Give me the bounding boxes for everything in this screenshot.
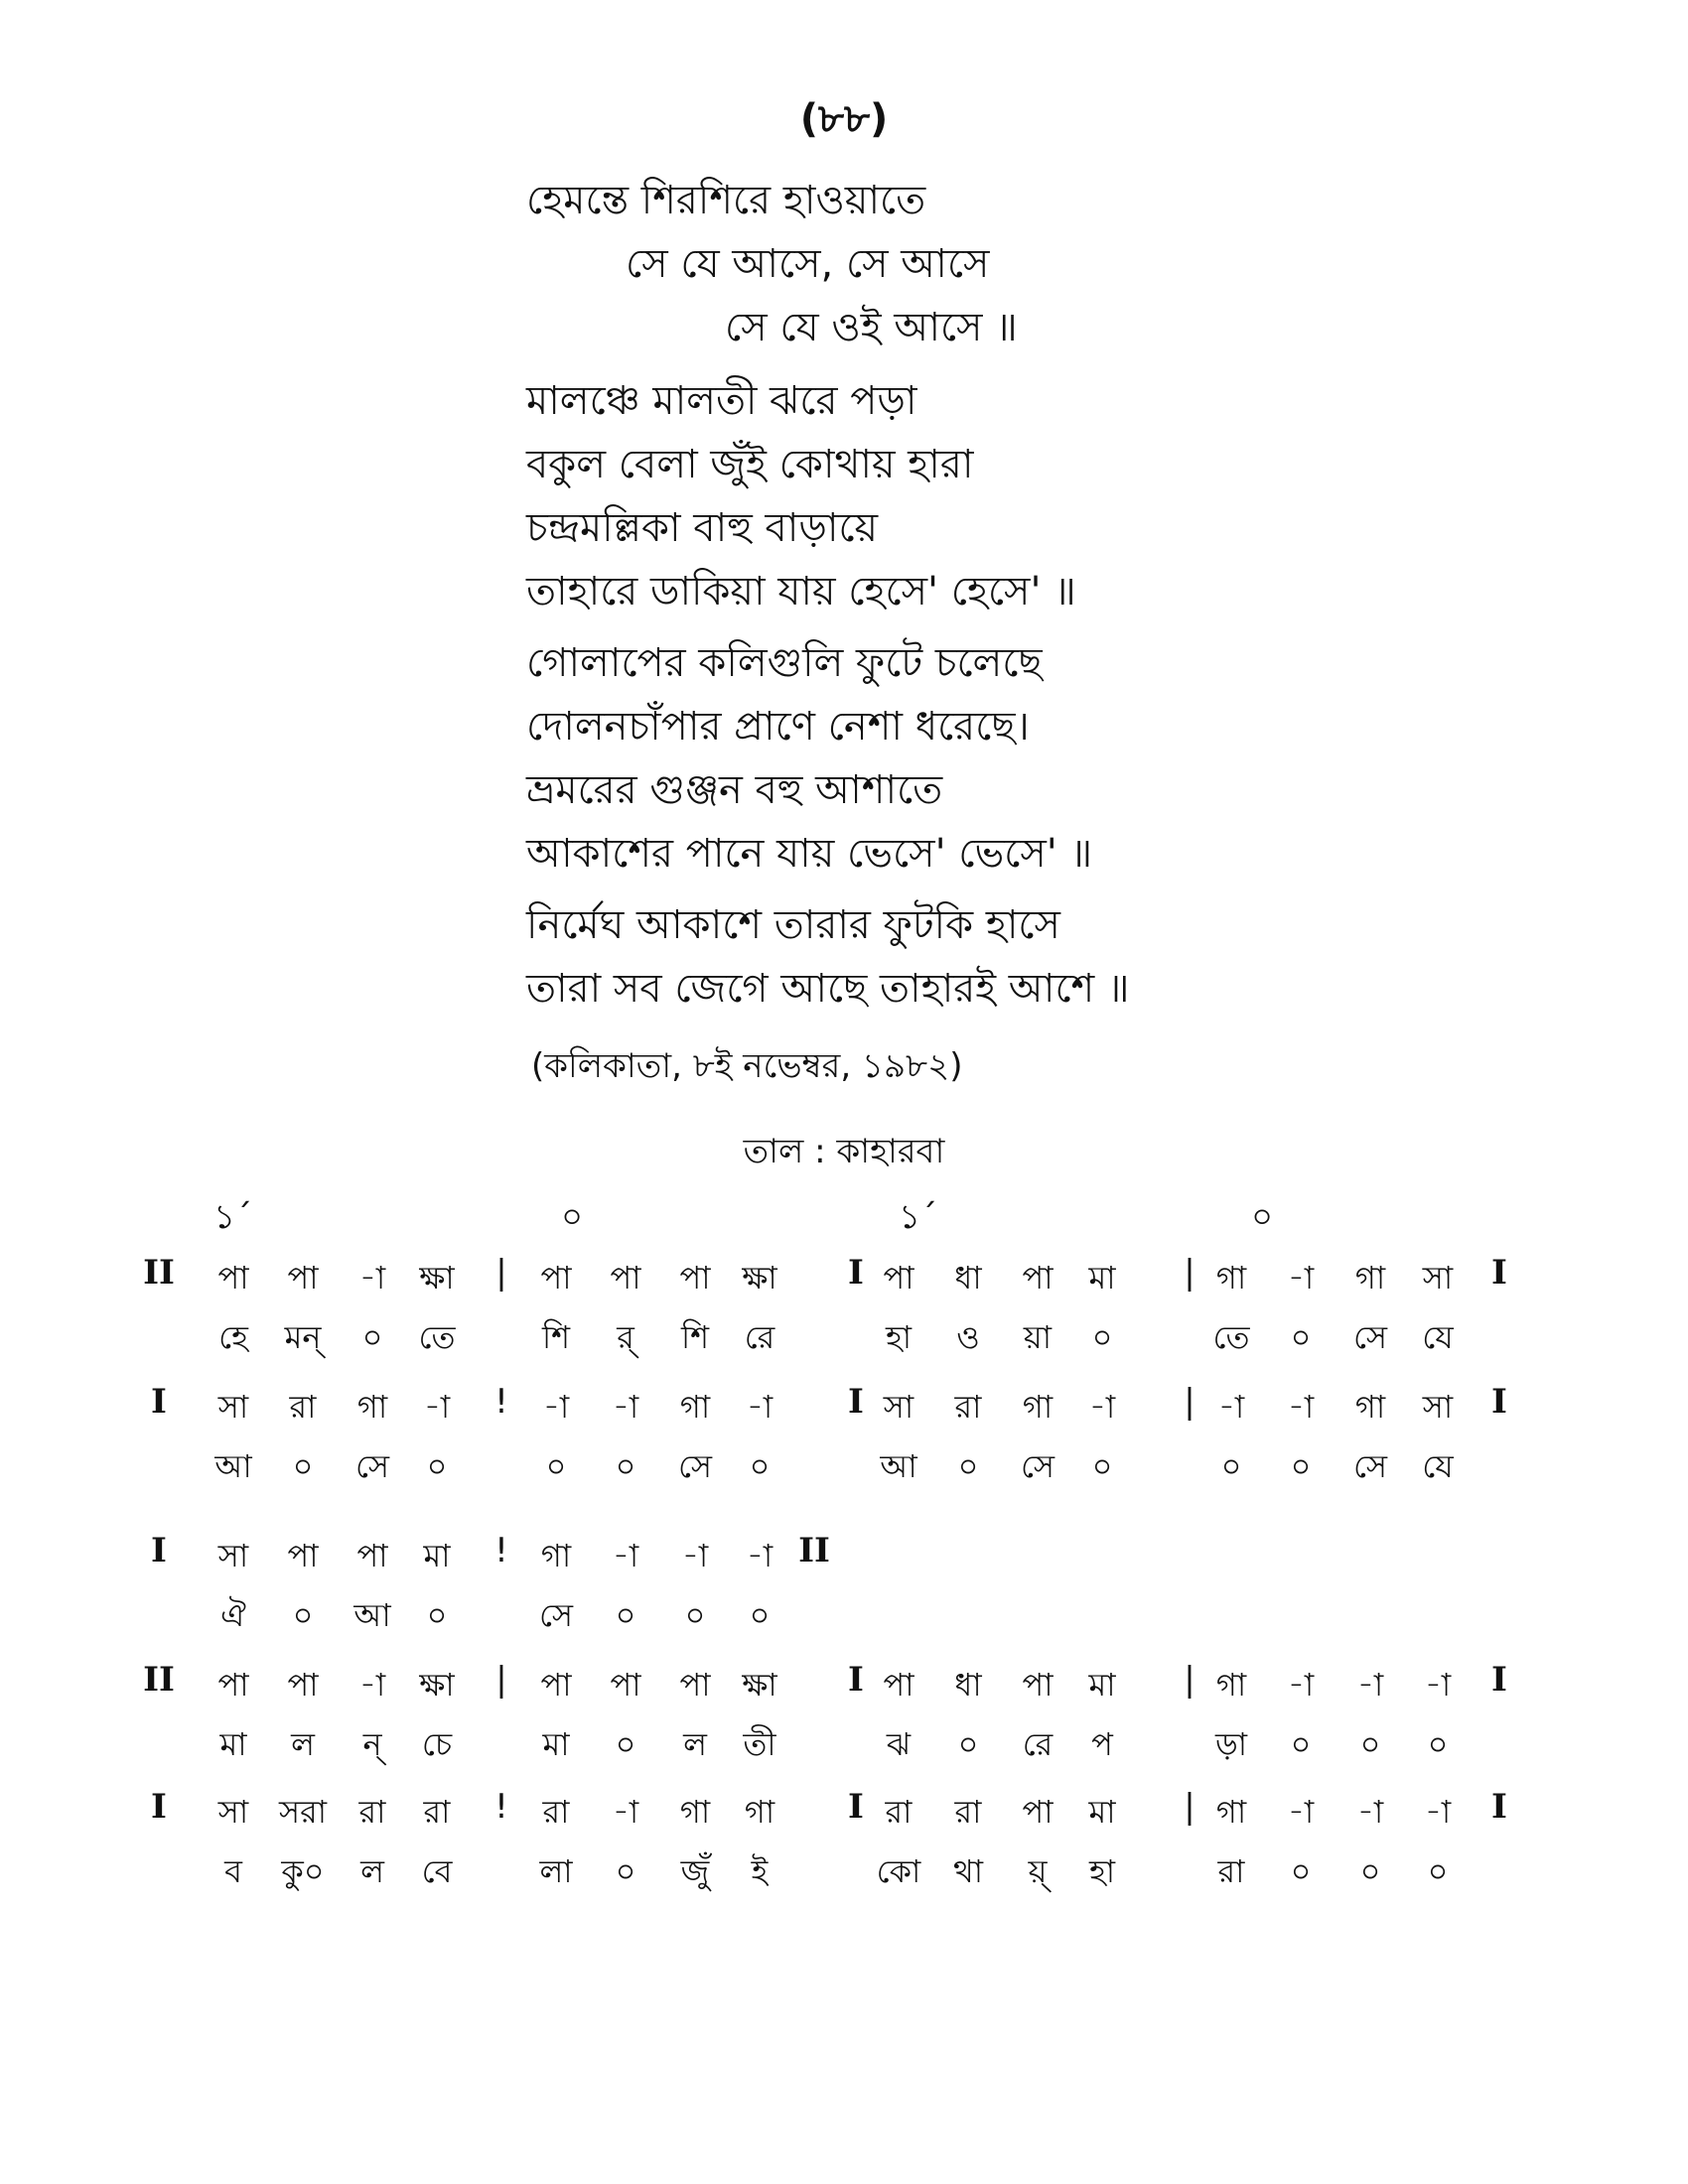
lyric-syllable: ০ <box>426 1596 448 1634</box>
swara-note: পা <box>540 1259 572 1297</box>
swara-note: সা <box>217 1537 249 1574</box>
swara-note: রা <box>954 1793 982 1831</box>
swara-note: -া <box>1287 1793 1315 1831</box>
swara-note: পা <box>1022 1666 1054 1704</box>
stanza-line: নির্মেঘ আকাশে তারার ফুটকি হাসে <box>526 902 1060 948</box>
swara-note: -া <box>1217 1388 1245 1426</box>
barline: I <box>848 1787 864 1827</box>
stanza-line: গোলাপের কলিগুলি ফুটে চলেছে <box>526 640 1043 686</box>
swara-note: পা <box>610 1666 641 1704</box>
swara-note: সা <box>217 1388 249 1426</box>
swara-note: -া <box>358 1259 386 1297</box>
swara-note: মা <box>423 1537 451 1574</box>
start-barline: I <box>151 1787 167 1827</box>
swara-note: -া <box>612 1537 639 1574</box>
swara-note: ক্ষা <box>742 1666 777 1704</box>
stanza-line: সে যে ওই আসে ॥ <box>725 305 1018 350</box>
lyric-syllable: তে <box>418 1318 456 1356</box>
lyric-syllable: ০ <box>1427 1852 1449 1890</box>
swara-note: পা <box>679 1259 711 1297</box>
lyric-syllable: রে <box>1022 1725 1054 1763</box>
swara-note: গা <box>356 1388 388 1426</box>
lyric-syllable: বে <box>421 1852 453 1890</box>
swara-note: -া <box>1356 1793 1384 1831</box>
lyric-syllable: হা <box>1088 1852 1116 1890</box>
composition-date: (কলিকাতা, ৮ই নভেম্বর, ১৯৮২) <box>531 1046 963 1086</box>
lyric-syllable: রে <box>744 1318 775 1356</box>
page-number: (৮৮) <box>799 96 889 142</box>
lyric-syllable: কো <box>876 1852 921 1890</box>
lyric-syllable: লা <box>539 1852 573 1890</box>
swara-note: রা <box>289 1388 317 1426</box>
lyric-syllable: শি <box>680 1318 710 1356</box>
barline: I <box>848 1382 864 1422</box>
stanza-line: হেমন্তে শিরশিরে হাওয়াতে <box>526 178 926 223</box>
swara-note: সা <box>1422 1388 1454 1426</box>
lyric-syllable: ০ <box>1290 1318 1312 1356</box>
start-barline: II <box>143 1660 175 1700</box>
lyric-syllable: য়্ <box>1028 1852 1048 1890</box>
beat-marker: ১´ <box>899 1197 938 1237</box>
lyric-syllable: ই <box>751 1852 769 1890</box>
stanza-4 <box>526 893 1130 1021</box>
swara-note: -া <box>1424 1793 1452 1831</box>
swara-note: পা <box>287 1259 319 1297</box>
swara-note: সা <box>883 1388 914 1426</box>
lyric-syllable: ০ <box>545 1447 567 1485</box>
lyric-syllable: আ <box>353 1596 391 1634</box>
barline: | <box>495 1253 507 1293</box>
end-barline: II <box>798 1531 830 1570</box>
lyric-syllable: ও <box>956 1318 980 1356</box>
lyric-syllable: ০ <box>615 1852 636 1890</box>
swara-note: -া <box>1287 1388 1315 1426</box>
swara-note: পা <box>287 1537 319 1574</box>
barline: ! <box>494 1531 508 1570</box>
lyric-syllable: ০ <box>749 1596 771 1634</box>
swara-note: রা <box>423 1793 451 1831</box>
lyric-syllable: কু০ <box>281 1852 325 1890</box>
stanza-1 <box>526 169 1018 359</box>
stanza-line: তারা সব জেগে আছে তাহারই আশে ॥ <box>526 966 1130 1012</box>
swara-note: রা <box>358 1793 386 1831</box>
stanza-2 <box>526 369 1076 623</box>
lyric-syllable: ০ <box>1091 1318 1113 1356</box>
lyric-syllable: ০ <box>1427 1725 1449 1763</box>
lyric-syllable: ০ <box>1290 1852 1312 1890</box>
start-barline: II <box>143 1253 175 1293</box>
start-barline: I <box>151 1382 167 1422</box>
lyric-syllable: সে <box>1020 1447 1055 1485</box>
lyric-syllable: রা <box>1217 1852 1245 1890</box>
lyric-syllable: ল <box>291 1725 315 1763</box>
swara-note: গা <box>679 1388 711 1426</box>
lyric-syllable: যে <box>1422 1447 1454 1485</box>
lyric-syllable: শি <box>541 1318 571 1356</box>
stanza-line: ভ্রমরের গুঞ্জন বহু আশাতে <box>526 767 943 813</box>
lyric-syllable: তী <box>743 1725 776 1763</box>
lyric-syllable: ০ <box>1359 1852 1381 1890</box>
lyric-syllable: ন্ <box>362 1725 382 1763</box>
barline: | <box>1184 1253 1196 1293</box>
lyric-syllable: ল <box>683 1725 707 1763</box>
swara-note: রা <box>954 1388 982 1426</box>
swara-note: পা <box>217 1259 249 1297</box>
barline: ! <box>494 1787 508 1827</box>
lyric-syllable: ০ <box>615 1447 636 1485</box>
lyric-row <box>0 1441 1688 1491</box>
lyric-syllable: হে <box>218 1318 248 1356</box>
stanza-3 <box>526 631 1092 886</box>
lyric-syllable: যে <box>1422 1318 1454 1356</box>
lyric-syllable: ০ <box>426 1447 448 1485</box>
swara-note: সা <box>217 1793 249 1831</box>
swara-note: ক্ষা <box>419 1666 455 1704</box>
lyric-syllable: প <box>1091 1725 1113 1763</box>
swara-note: পা <box>883 1666 914 1704</box>
lyric-syllable: ০ <box>957 1447 979 1485</box>
beat-markers <box>0 1191 1688 1241</box>
swara-note: গা <box>679 1793 711 1831</box>
stanza-line: চন্দ্রমল্লিকা বাহু বাড়ায়ে <box>526 505 879 551</box>
lyric-syllable: মা <box>542 1725 570 1763</box>
swara-note: ক্ষা <box>419 1259 455 1297</box>
lyric-syllable: থা <box>952 1852 983 1890</box>
stanza-line: সে যে আসে, সে আসে <box>626 241 990 287</box>
swara-note: -া <box>612 1388 639 1426</box>
swara-note: সা <box>1422 1259 1454 1297</box>
swara-note: গা <box>1215 1666 1247 1704</box>
swara-note: রা <box>885 1793 913 1831</box>
end-barline: I <box>1491 1382 1507 1422</box>
lyric-row <box>0 1719 1688 1769</box>
barline: | <box>495 1660 507 1700</box>
swara-note: ধা <box>954 1666 982 1704</box>
lyric-syllable: জুঁ <box>680 1852 710 1890</box>
swara-note: পা <box>679 1666 711 1704</box>
lyric-syllable: ০ <box>1290 1725 1312 1763</box>
lyric-syllable: আ <box>880 1447 917 1485</box>
lyric-syllable: ০ <box>1220 1447 1242 1485</box>
swara-row <box>0 1531 1688 1580</box>
swara-note: পা <box>1022 1259 1054 1297</box>
barline: | <box>1184 1660 1196 1700</box>
swara-note: -া <box>681 1537 709 1574</box>
swara-note: মা <box>1088 1259 1116 1297</box>
lyric-syllable: সে <box>354 1447 390 1485</box>
swara-note: -া <box>542 1388 570 1426</box>
stanza-line: তাহারে ডাকিয়া যায় হেসে' হেসে' ॥ <box>526 569 1076 614</box>
lyric-row <box>0 1846 1688 1896</box>
start-barline: I <box>151 1531 167 1570</box>
swara-note: -া <box>423 1388 451 1426</box>
barline: | <box>1184 1382 1196 1422</box>
stanza-line: মালঞ্চে মালতী ঝরে পড়া <box>526 378 917 424</box>
lyric-syllable: চে <box>421 1725 453 1763</box>
swara-note: -া <box>1424 1666 1452 1704</box>
lyric-syllable: র্ <box>617 1318 634 1356</box>
lyric-syllable: ০ <box>749 1447 771 1485</box>
lyric-syllable: আ <box>214 1447 252 1485</box>
swara-note: পা <box>356 1537 388 1574</box>
swara-note: -া <box>612 1793 639 1831</box>
end-barline: I <box>1491 1787 1507 1827</box>
barline: I <box>848 1660 864 1700</box>
lyric-syllable: ০ <box>957 1725 979 1763</box>
tala-heading: তাল : কাহারবা <box>743 1132 945 1171</box>
lyric-syllable: ০ <box>1091 1447 1113 1485</box>
lyric-syllable: ০ <box>615 1596 636 1634</box>
stanza-line: বকুল বেলা জুঁই কোথায় হারা <box>526 442 974 487</box>
lyric-syllable: ০ <box>1290 1447 1312 1485</box>
swara-note: পা <box>217 1666 249 1704</box>
lyric-syllable: সে <box>1352 1447 1388 1485</box>
swara-note: -া <box>358 1666 386 1704</box>
stanza-line: দোলনচাঁপার প্রাণে নেশা ধরেছে। <box>526 704 1030 750</box>
barline: ! <box>494 1382 508 1422</box>
swara-note: -া <box>746 1388 774 1426</box>
swara-note: গা <box>1354 1388 1386 1426</box>
lyric-syllable: মন্ <box>284 1318 322 1356</box>
barline: I <box>848 1253 864 1293</box>
lyric-syllable: ০ <box>684 1596 706 1634</box>
lyric-syllable: তে <box>1212 1318 1250 1356</box>
beat-marker: ০ <box>561 1197 584 1237</box>
beat-marker: ০ <box>1251 1197 1274 1237</box>
swara-note: রা <box>542 1793 570 1831</box>
swara-row <box>0 1382 1688 1432</box>
swara-note: মা <box>1088 1793 1116 1831</box>
lyric-syllable: ঝ <box>886 1725 912 1763</box>
swara-note: -া <box>1287 1666 1315 1704</box>
lyric-syllable: সে <box>538 1596 574 1634</box>
lyric-syllable: ০ <box>292 1447 314 1485</box>
lyric-syllable: ০ <box>292 1596 314 1634</box>
swara-note: গা <box>1215 1793 1247 1831</box>
swara-note: ধা <box>954 1259 982 1297</box>
swara-note: গা <box>1215 1259 1247 1297</box>
beat-marker: ১´ <box>213 1197 253 1237</box>
swara-note: পা <box>883 1259 914 1297</box>
lyric-row <box>0 1590 1688 1640</box>
end-barline: I <box>1491 1253 1507 1293</box>
lyric-syllable: ড়া <box>1214 1725 1248 1763</box>
swara-note: পা <box>287 1666 319 1704</box>
end-barline: I <box>1491 1660 1507 1700</box>
barline: | <box>1184 1787 1196 1827</box>
swara-note: গা <box>540 1537 572 1574</box>
lyric-syllable: ০ <box>615 1725 636 1763</box>
lyric-syllable: সে <box>1352 1318 1388 1356</box>
swara-note: সরা <box>278 1793 328 1831</box>
lyric-row <box>0 1312 1688 1362</box>
lyric-syllable: য়া <box>1023 1318 1053 1356</box>
swara-row <box>0 1787 1688 1837</box>
lyric-syllable: ০ <box>1359 1725 1381 1763</box>
lyric-syllable: ব <box>224 1852 242 1890</box>
swara-note: ক্ষা <box>742 1259 777 1297</box>
lyric-syllable: সে <box>677 1447 713 1485</box>
stanza-line: আকাশের পানে যায় ভেসে' ভেসে' ॥ <box>526 831 1093 877</box>
swara-note: গা <box>1354 1259 1386 1297</box>
swara-row <box>0 1660 1688 1709</box>
lyric-syllable: মা <box>219 1725 247 1763</box>
lyric-syllable: ল <box>360 1852 384 1890</box>
swara-note: -া <box>746 1537 774 1574</box>
swara-note: পা <box>1022 1793 1054 1831</box>
swara-note: গা <box>744 1793 775 1831</box>
lyric-syllable: ঐ <box>220 1596 246 1634</box>
swara-note: পা <box>540 1666 572 1704</box>
lyric-syllable: ০ <box>361 1318 383 1356</box>
swara-note: মা <box>1088 1666 1116 1704</box>
lyric-syllable: হা <box>885 1318 913 1356</box>
swara-note: গা <box>1022 1388 1054 1426</box>
swara-note: -া <box>1287 1259 1315 1297</box>
swara-note: -া <box>1356 1666 1384 1704</box>
swara-note: -া <box>1088 1388 1116 1426</box>
swara-row <box>0 1253 1688 1302</box>
swara-note: পা <box>610 1259 641 1297</box>
